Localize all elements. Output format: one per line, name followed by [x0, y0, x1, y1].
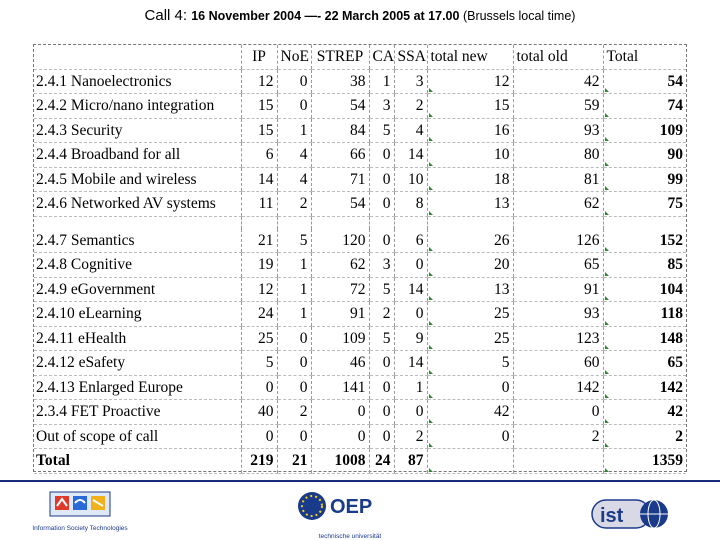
table-row: [34, 167, 686, 192]
cell-total-old: 62: [513, 192, 603, 217]
table-row: [34, 69, 686, 94]
cell-total-old: 65: [513, 253, 603, 278]
cell-ip: 25: [241, 326, 277, 351]
oep-logo: [290, 488, 410, 538]
cell-total-old: 60: [513, 351, 603, 376]
cell-ssa: 1: [394, 375, 427, 400]
row-label: 2.4.3 Security: [34, 118, 241, 143]
cell-ca: 0: [369, 424, 394, 449]
row-label: 2.4.9 eGovernment: [34, 277, 241, 302]
header-cell: Total: [603, 45, 686, 69]
cell-ssa: 9: [394, 326, 427, 351]
cell-ip: 12: [241, 277, 277, 302]
cell-ca: 1: [369, 69, 394, 94]
row-label: Out of scope of call: [34, 424, 241, 449]
call-dates: 16 November 2004 —- 22 March 2005 at 17.00: [191, 9, 460, 23]
cell-total-new: 18: [427, 167, 513, 192]
cell-ca: 0: [369, 375, 394, 400]
cell-total: 65: [603, 351, 686, 376]
cell-total: 148: [603, 326, 686, 351]
cell-total: 74: [603, 94, 686, 119]
cell-noe: 21: [277, 449, 311, 474]
information-society-logo: [30, 490, 130, 536]
cell-ip: 0: [241, 375, 277, 400]
cell-total-new: 25: [427, 326, 513, 351]
table-row: [34, 253, 686, 278]
submissions-table-frame: [33, 44, 687, 472]
cell-total-old: 0: [513, 400, 603, 425]
footer-divider: [0, 480, 720, 482]
cell-ip: 21: [241, 229, 277, 253]
cell-total-new: 20: [427, 253, 513, 278]
cell-noe: 2: [277, 192, 311, 217]
cell-total: 142: [603, 375, 686, 400]
cell-ca: 0: [369, 143, 394, 168]
info-society-caption: Information Society Technologies: [32, 525, 128, 532]
row-label: 2.4.6 Networked AV systems: [34, 192, 241, 217]
cell-strep: 54: [311, 94, 369, 119]
header-cell: CA: [369, 45, 394, 69]
cell-total-old: [513, 449, 603, 474]
cell-total-old: 126: [513, 229, 603, 253]
submissions-table: [34, 45, 686, 474]
table-row: [34, 192, 686, 217]
cell-total-new: 16: [427, 118, 513, 143]
cell-total-new: 13: [427, 277, 513, 302]
cell-noe: 0: [277, 69, 311, 94]
cell-total: 99: [603, 167, 686, 192]
info-society-icon: [30, 490, 130, 520]
row-label: Total: [34, 449, 241, 474]
cell-ca: 5: [369, 118, 394, 143]
cell-strep: 84: [311, 118, 369, 143]
cell-strep: 54: [311, 192, 369, 217]
row-label: 2.4.10 eLearning: [34, 302, 241, 327]
cell-noe: 1: [277, 277, 311, 302]
row-label: 2.3.4 FET Proactive: [34, 400, 241, 425]
cell-noe: 2: [277, 400, 311, 425]
cell-ssa: 87: [394, 449, 427, 474]
oep-text: OEP: [330, 496, 373, 518]
cell-ssa: 2: [394, 94, 427, 119]
cell-total: 104: [603, 277, 686, 302]
cell-ssa: 14: [394, 351, 427, 376]
table-row: [34, 326, 686, 351]
row-label: 2.4.5 Mobile and wireless: [34, 167, 241, 192]
cell-strep: 71: [311, 167, 369, 192]
cell-total: 109: [603, 118, 686, 143]
header-cell: SSA: [394, 45, 427, 69]
cell-total: 1359: [603, 449, 686, 474]
table-row: [34, 118, 686, 143]
cell-total-old: 91: [513, 277, 603, 302]
cell-total: 85: [603, 253, 686, 278]
cell-ip: 19: [241, 253, 277, 278]
cell-noe: 0: [277, 351, 311, 376]
cell-ip: 11: [241, 192, 277, 217]
cell-strep: 0: [311, 400, 369, 425]
cell-ssa: 10: [394, 167, 427, 192]
cell-total: 152: [603, 229, 686, 253]
table-row: [34, 302, 686, 327]
cell-strep: 141: [311, 375, 369, 400]
cell-ca: 5: [369, 326, 394, 351]
cell-noe: 5: [277, 229, 311, 253]
row-label: 2.4.1 Nanoelectronics: [34, 69, 241, 94]
cell-total: 90: [603, 143, 686, 168]
row-label: 2.4.8 Cognitive: [34, 253, 241, 278]
cell-total-new: 12: [427, 69, 513, 94]
cell-total-old: 93: [513, 302, 603, 327]
cell-ca: 0: [369, 400, 394, 425]
cell-total-new: 13: [427, 192, 513, 217]
table-row: [34, 94, 686, 119]
cell-total-new: 10: [427, 143, 513, 168]
cell-ip: 14: [241, 167, 277, 192]
cell-noe: 0: [277, 424, 311, 449]
cell-total-new: 25: [427, 302, 513, 327]
cell-total-new: 15: [427, 94, 513, 119]
cell-ca: 0: [369, 229, 394, 253]
cell-strep: 38: [311, 69, 369, 94]
cell-ssa: 2: [394, 424, 427, 449]
row-label: 2.4.4 Broadband for all: [34, 143, 241, 168]
cell-total-new: 0: [427, 375, 513, 400]
cell-strep: 72: [311, 277, 369, 302]
cell-strep: 0: [311, 424, 369, 449]
cell-strep: 120: [311, 229, 369, 253]
header-cell: total old: [513, 45, 603, 69]
cell-ssa: 14: [394, 277, 427, 302]
table-header-row: [34, 45, 686, 69]
cell-total: 118: [603, 302, 686, 327]
cell-strep: 1008: [311, 449, 369, 474]
cell-ca: 24: [369, 449, 394, 474]
cell-ca: 3: [369, 94, 394, 119]
cell-ca: 0: [369, 351, 394, 376]
cell-noe: 4: [277, 143, 311, 168]
cell-strep: 66: [311, 143, 369, 168]
table-row: [34, 143, 686, 168]
header-cell: IP: [241, 45, 277, 69]
cell-total-new: 26: [427, 229, 513, 253]
table-row: [34, 277, 686, 302]
cell-ssa: 4: [394, 118, 427, 143]
cell-total: 54: [603, 69, 686, 94]
cell-noe: 0: [277, 326, 311, 351]
cell-ca: 3: [369, 253, 394, 278]
cell-total-old: 142: [513, 375, 603, 400]
ist-logo: [590, 494, 672, 534]
table-row: [34, 400, 686, 425]
row-label: 2.4.12 eSafety: [34, 351, 241, 376]
row-label: 2.4.7 Semantics: [34, 229, 241, 253]
cell-strep: 109: [311, 326, 369, 351]
cell-ip: 5: [241, 351, 277, 376]
cell-noe: 1: [277, 118, 311, 143]
cell-total: 75: [603, 192, 686, 217]
cell-ip: 24: [241, 302, 277, 327]
oep-emblem-icon: [290, 488, 410, 528]
cell-total-old: 80: [513, 143, 603, 168]
ist-text: ist: [600, 505, 624, 527]
cell-ssa: 14: [394, 143, 427, 168]
cell-ssa: 0: [394, 400, 427, 425]
cell-total-new: [427, 449, 513, 474]
cell-total-old: 59: [513, 94, 603, 119]
cell-ip: 219: [241, 449, 277, 474]
cell-noe: 1: [277, 253, 311, 278]
group-separator: [34, 216, 686, 229]
call-timezone: (Brussels local time): [462, 9, 576, 23]
cell-ssa: 0: [394, 302, 427, 327]
call-label: Call 4: [144, 7, 183, 24]
cell-ca: 0: [369, 167, 394, 192]
cell-strep: 46: [311, 351, 369, 376]
slide-title: Call 4: 16 November 2004 —- 22 March 2005 at 17.00 (Brussels local time): [144, 7, 576, 24]
oep-caption: technische universität: [318, 533, 382, 540]
cell-total-new: 0: [427, 424, 513, 449]
cell-noe: 0: [277, 94, 311, 119]
cell-total-old: 2: [513, 424, 603, 449]
cell-noe: 4: [277, 167, 311, 192]
cell-strep: 62: [311, 253, 369, 278]
cell-ip: 40: [241, 400, 277, 425]
header-cell: STREP: [311, 45, 369, 69]
table-row: [34, 229, 686, 253]
header-cell: [34, 45, 241, 69]
cell-ssa: 8: [394, 192, 427, 217]
cell-total: 2: [603, 424, 686, 449]
cell-strep: 91: [311, 302, 369, 327]
cell-ssa: 0: [394, 253, 427, 278]
cell-noe: 1: [277, 302, 311, 327]
cell-total-new: 42: [427, 400, 513, 425]
header-cell: total new: [427, 45, 513, 69]
cell-ca: 0: [369, 192, 394, 217]
table-body: [34, 69, 686, 473]
cell-total-old: 42: [513, 69, 603, 94]
cell-ssa: 6: [394, 229, 427, 253]
cell-noe: 0: [277, 375, 311, 400]
cell-ip: 15: [241, 118, 277, 143]
total-row: [34, 449, 686, 474]
ist-globe-icon: [590, 494, 672, 534]
cell-total-new: 5: [427, 351, 513, 376]
cell-total-old: 123: [513, 326, 603, 351]
cell-ssa: 3: [394, 69, 427, 94]
header-cell: NoE: [277, 45, 311, 69]
row-label: 2.4.13 Enlarged Europe: [34, 375, 241, 400]
table-row: [34, 424, 686, 449]
cell-ip: 15: [241, 94, 277, 119]
cell-ip: 6: [241, 143, 277, 168]
row-label: 2.4.2 Micro/nano integration: [34, 94, 241, 119]
row-label: 2.4.11 eHealth: [34, 326, 241, 351]
table-row: [34, 375, 686, 400]
cell-total-old: 81: [513, 167, 603, 192]
cell-ip: 0: [241, 424, 277, 449]
cell-ca: 2: [369, 302, 394, 327]
cell-ip: 12: [241, 69, 277, 94]
cell-total: 42: [603, 400, 686, 425]
table-row: [34, 351, 686, 376]
cell-ca: 5: [369, 277, 394, 302]
cell-total-old: 93: [513, 118, 603, 143]
